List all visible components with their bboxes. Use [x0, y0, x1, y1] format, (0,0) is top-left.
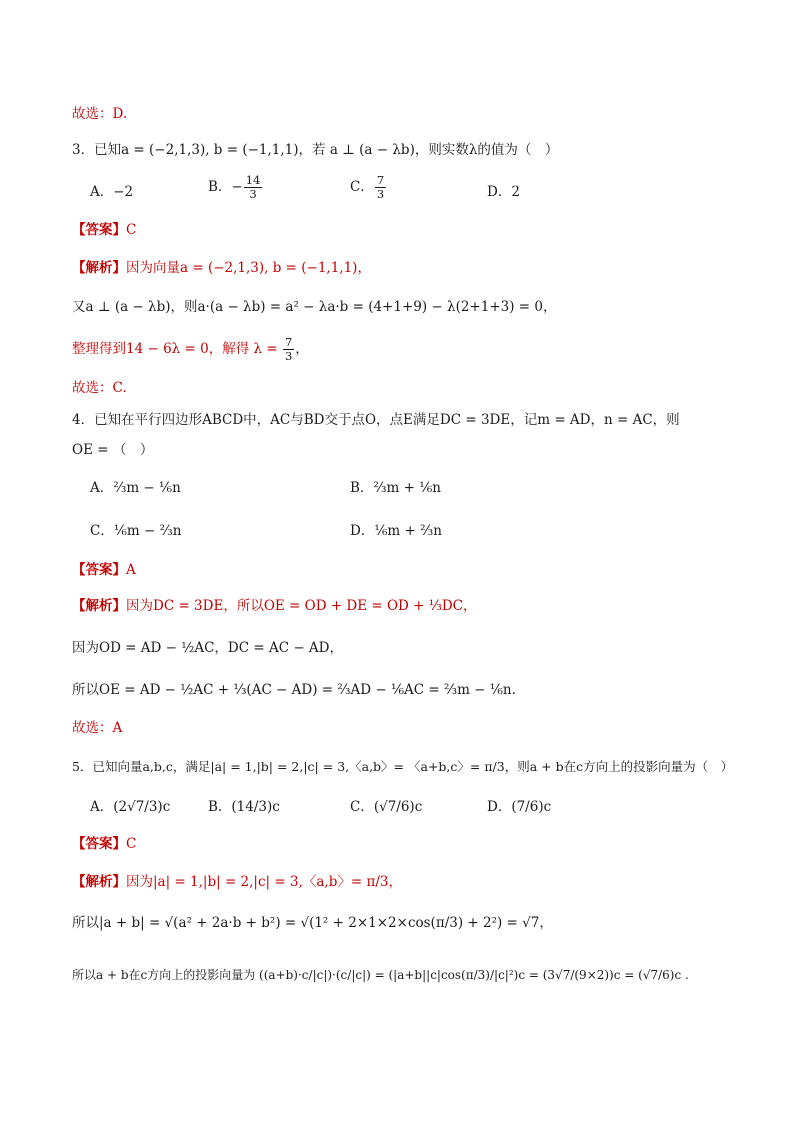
solution-3-fraction — [283, 336, 294, 363]
solution-tag: 【解析】 — [72, 260, 126, 276]
q4-option-b: B．⅔m + ⅙n — [350, 480, 441, 496]
q3-option-b — [208, 174, 263, 201]
conclusion-4: 故选：A — [72, 720, 123, 736]
q3-option-c-prefix: C． — [350, 179, 374, 195]
solution-3-line-1 — [72, 258, 371, 278]
solution-4-line-3: 所以OE = AD − ½AC + ⅓(AC − AD) = ⅔AD − ⅙AC = ⅔m − ⅙n. — [72, 682, 516, 698]
solution-3-text-1: 因为向量a = (−2,1,3), b = (−1,1,1)， — [126, 260, 371, 276]
q3-option-b-denominator: 3 — [249, 187, 257, 201]
solution-3-numerator: 7 — [284, 335, 293, 349]
q4-option-c: C．⅙m − ⅔n — [90, 523, 182, 539]
q5-option-c: C．(√7/6)c — [350, 799, 423, 815]
answer-4-value: A — [126, 562, 136, 578]
q3-option-a: A．−2 — [90, 184, 134, 200]
answer-4 — [72, 560, 136, 580]
solution-5-text-1: 因为|a| = 1,|b| = 2,|c| = 3,〈a,b〉= π/3， — [126, 874, 402, 890]
answer-tag: 【答案】 — [72, 836, 126, 852]
solution-4-line-1 — [72, 596, 477, 616]
q3-option-c-numerator: 7 — [376, 173, 385, 187]
solution-tag: 【解析】 — [72, 874, 126, 890]
solution-3-text-3a: 整理得到14 − 6λ = 0，解得 λ = — [72, 341, 282, 357]
solution-5-line-1 — [72, 872, 402, 892]
solution-3-line-2: 又a ⊥ (a − λb)，则a·(a − λb) = a² − λa·b = (4+1+9) − λ(2+1+3) = 0， — [72, 299, 557, 315]
q3-option-c-denominator: 3 — [376, 187, 385, 201]
q5-option-b: B．(14/3)c — [208, 799, 280, 815]
question-3: 3．已知a = (−2,1,3), b = (−1,1,1)，若 a ⊥ (a − λb)，则实数λ的值为（ ） — [72, 142, 559, 158]
q3-option-b-fraction — [244, 174, 263, 201]
question-5: 5．已知向量a,b,c，满足|a| = 1,|b| = 2,|c| = 3,〈a,b〉= 〈a+b,c〉= π/3，则a + b在c方向上的投影向量为（ ） — [72, 759, 734, 774]
solution-3-text-3b: ， — [295, 341, 309, 357]
conclusion-3: 故选：C. — [72, 380, 127, 396]
answer-tag: 【答案】 — [72, 562, 126, 578]
q5-option-d: D．(7/6)c — [487, 799, 552, 815]
q3-option-c-fraction — [375, 174, 386, 201]
solution-5-line-2: 所以|a + b| = √(a² + 2a·b + b²) = √(1² + 2×1×2×cos(π/3) + 2²) = √7， — [72, 915, 553, 931]
question-4-line-2: OE = （ ） — [72, 442, 154, 458]
q3-option-b-prefix: B．− — [208, 179, 243, 195]
conclusion-line: 故选：D. — [72, 106, 128, 122]
q3-option-c — [350, 174, 387, 201]
question-4-line-1: 4．已知在平行四边形ABCD中，AC与BD交于点O，点E满足DC = 3DE，记m = AD，n = AC，则 — [72, 412, 680, 428]
q5-option-a: A．(2√7/3)c — [90, 799, 171, 815]
solution-3-denominator: 3 — [284, 349, 293, 363]
answer-3 — [72, 220, 136, 240]
solution-tag: 【解析】 — [72, 598, 126, 614]
solution-3-line-3 — [72, 336, 309, 363]
solution-5-line-3: 所以a + b在c方向上的投影向量为 ((a+b)·c/|c|)·(c/|c|) = (|a+b||c|cos(π/3)/|c|²)c = (3√7/(9×2))c = (√7/6)c . — [72, 968, 689, 982]
answer-5-value: C — [126, 836, 137, 852]
q3-option-d: D．2 — [487, 184, 520, 200]
solution-4-line-2: 因为OD = AD − ½AC，DC = AC − AD， — [72, 640, 344, 656]
q4-option-d: D．⅙m + ⅔n — [350, 523, 442, 539]
q4-option-a: A．⅔m − ⅙n — [90, 480, 181, 496]
answer-3-value: C — [126, 222, 137, 238]
q3-option-b-numerator: 14 — [245, 173, 261, 187]
answer-5 — [72, 834, 136, 854]
answer-tag: 【答案】 — [72, 222, 126, 238]
solution-4-text-1: 因为DC = 3DE，所以OE = OD + DE = OD + ⅓DC， — [126, 598, 477, 614]
